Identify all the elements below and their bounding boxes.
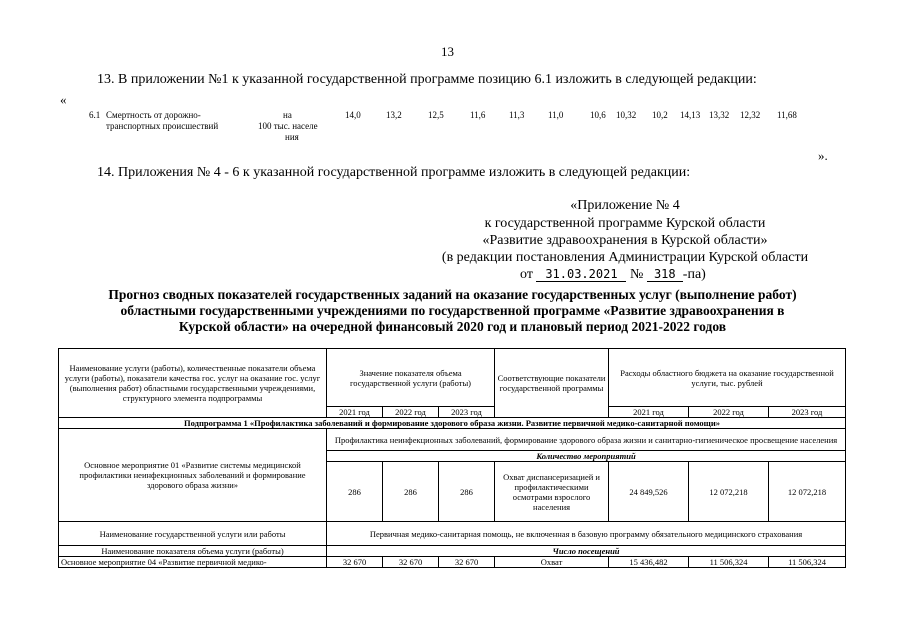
year-cell: 2021 год xyxy=(609,407,689,418)
number-label: № xyxy=(629,267,644,282)
year-cell: 2021 год xyxy=(327,407,383,418)
header-volume-value: Значение показателя объема государственной услуги (работы) xyxy=(327,349,495,407)
row-6-1-value: 14,13 xyxy=(680,110,701,120)
appendix-line1: «Приложение № 4 xyxy=(570,198,680,213)
item-14-text: 14. Приложения № 4 - 6 к указанной государственной программе изложить в следующей редакции: xyxy=(97,165,691,180)
indicator-name-row xyxy=(59,546,846,557)
row-6-1-unit-line3: ния xyxy=(285,132,299,142)
from-label: от xyxy=(520,267,533,282)
document-title-line3: Курской области» на очередной финансовый 2020 год и плановый период 2021-2022 годов xyxy=(178,319,727,334)
subprogram-row xyxy=(59,418,846,429)
row-6-1-value: 11,6 xyxy=(470,110,486,120)
value-cell: 32 670 xyxy=(383,557,439,568)
year-cell: 2023 год xyxy=(439,407,495,418)
row-6-1-value: 12,32 xyxy=(740,110,761,120)
page-number: 13 xyxy=(441,44,454,59)
program-indicator-cell: Охват xyxy=(495,557,609,568)
value-cell: 286 xyxy=(327,462,383,522)
budget-cell: 12 072,218 xyxy=(689,462,769,522)
value-cell: 32 670 xyxy=(439,557,495,568)
row-6-1-number: 6.1 xyxy=(89,110,101,120)
activity-01-service-row xyxy=(59,429,846,451)
year-cell: 2022 год xyxy=(689,407,769,418)
header-program-indicators: Соответствующие показатели государственной программы xyxy=(495,349,609,418)
appendix-line3: «Развитие здравоохранения в Курской области» xyxy=(482,233,768,248)
appendix-line4: (в редакции постановления Администрации Курской области xyxy=(441,250,809,265)
row-6-1-name-line2: транспортных происшествий xyxy=(106,121,219,131)
row-6-1-value: 10,2 xyxy=(652,110,668,120)
budget-cell: 15 436,482 xyxy=(609,557,689,568)
row-6-1-value: 11,3 xyxy=(509,110,525,120)
service-02-name: Первичная медико-санитарная помощь, не включенная в базовую программу обязательного медицинского страхования xyxy=(327,522,846,546)
appendix-date-line xyxy=(520,267,706,283)
activity-04-row xyxy=(59,557,846,568)
year-cell: 2023 год xyxy=(769,407,846,418)
number-suffix: -па) xyxy=(682,267,706,282)
row-6-1-unit-line1: на xyxy=(283,110,292,120)
row-6-1-value: 11,68 xyxy=(777,110,797,120)
activity-01-name: Основное мероприятие 01 «Развитие системы медицинской профилактики неинфекционных заболеваний и формирование здорового образа жизни» xyxy=(59,429,327,522)
quantity-label: Количество мероприятий xyxy=(327,451,846,462)
indicator-name-label: Наименование показателя объема услуги (работы) xyxy=(59,546,327,557)
budget-cell: 11 506,324 xyxy=(689,557,769,568)
header-service-name: Наименование услуги (работы), количественные показатели объема услуги (работы), показатели качества гос. услуг на оказание гос. услуг (выполнения работ) областными государственными учреждениями, структурного элемента подпрограммы xyxy=(59,349,327,418)
signature-number: 318 xyxy=(647,267,683,282)
row-6-1-value: 10,32 xyxy=(616,110,637,120)
document-title-line1: Прогноз сводных показателей государственных заданий на оказание государственных услуг (выполнение работ) xyxy=(108,287,797,302)
row-6-1-value: 13,2 xyxy=(386,110,402,120)
appendix-line2: к государственной программе Курской области xyxy=(484,216,766,231)
budget-cell: 24 849,526 xyxy=(609,462,689,522)
signature-date: 31.03.2021 xyxy=(536,267,626,282)
header-row xyxy=(59,349,846,407)
document-title-line2: областными государственными учреждениями по государственной программе «Развитие здравоохранения в xyxy=(120,303,785,318)
forecast-table xyxy=(58,348,846,568)
activity-04-name: Основное мероприятие 04 «Развитие первичной медико- xyxy=(59,557,327,568)
visits-label: Число посещений xyxy=(327,546,846,557)
row-6-1-value: 12,5 xyxy=(428,110,444,120)
row-6-1-name-line1: Смертность от дорожно- xyxy=(106,110,201,120)
header-budget: Расходы областного бюджета на оказание государственной услуги, тыс. рублей xyxy=(609,349,846,407)
budget-cell: 12 072,218 xyxy=(769,462,846,522)
program-indicator-cell: Охват диспансеризацией и профилактическими осмотрами взрослого населения xyxy=(495,462,609,522)
item-13-text: 13. В приложении №1 к указанной государственной программе позицию 6.1 изложить в следующей редакции: xyxy=(97,72,757,87)
value-cell: 286 xyxy=(439,462,495,522)
row-6-1-unit-line2: 100 тыс. населе xyxy=(258,121,318,131)
row-6-1-value: 11,0 xyxy=(548,110,564,120)
quote-close: ». xyxy=(818,148,828,163)
year-cell: 2022 год xyxy=(383,407,439,418)
service-name-label: Наименование государственной услуги или работы xyxy=(59,522,327,546)
quote-open: « xyxy=(60,92,67,107)
budget-cell: 11 506,324 xyxy=(769,557,846,568)
value-cell: 286 xyxy=(383,462,439,522)
row-6-1-value: 13,32 xyxy=(709,110,730,120)
row-6-1-value: 14,0 xyxy=(345,110,361,120)
service-02-row xyxy=(59,522,846,546)
row-6-1-value: 10,6 xyxy=(590,110,606,120)
value-cell: 32 670 xyxy=(327,557,383,568)
subprogram-title: Подпрограмма 1 «Профилактика заболеваний и формирование здорового образа жизни. Развитие первичной медико-санитарной помощи» xyxy=(59,418,846,429)
service-01-name: Профилактика неинфекционных заболеваний, формирование здорового образа жизни и санитарно-гигиеническое просвещение населения xyxy=(327,429,846,451)
